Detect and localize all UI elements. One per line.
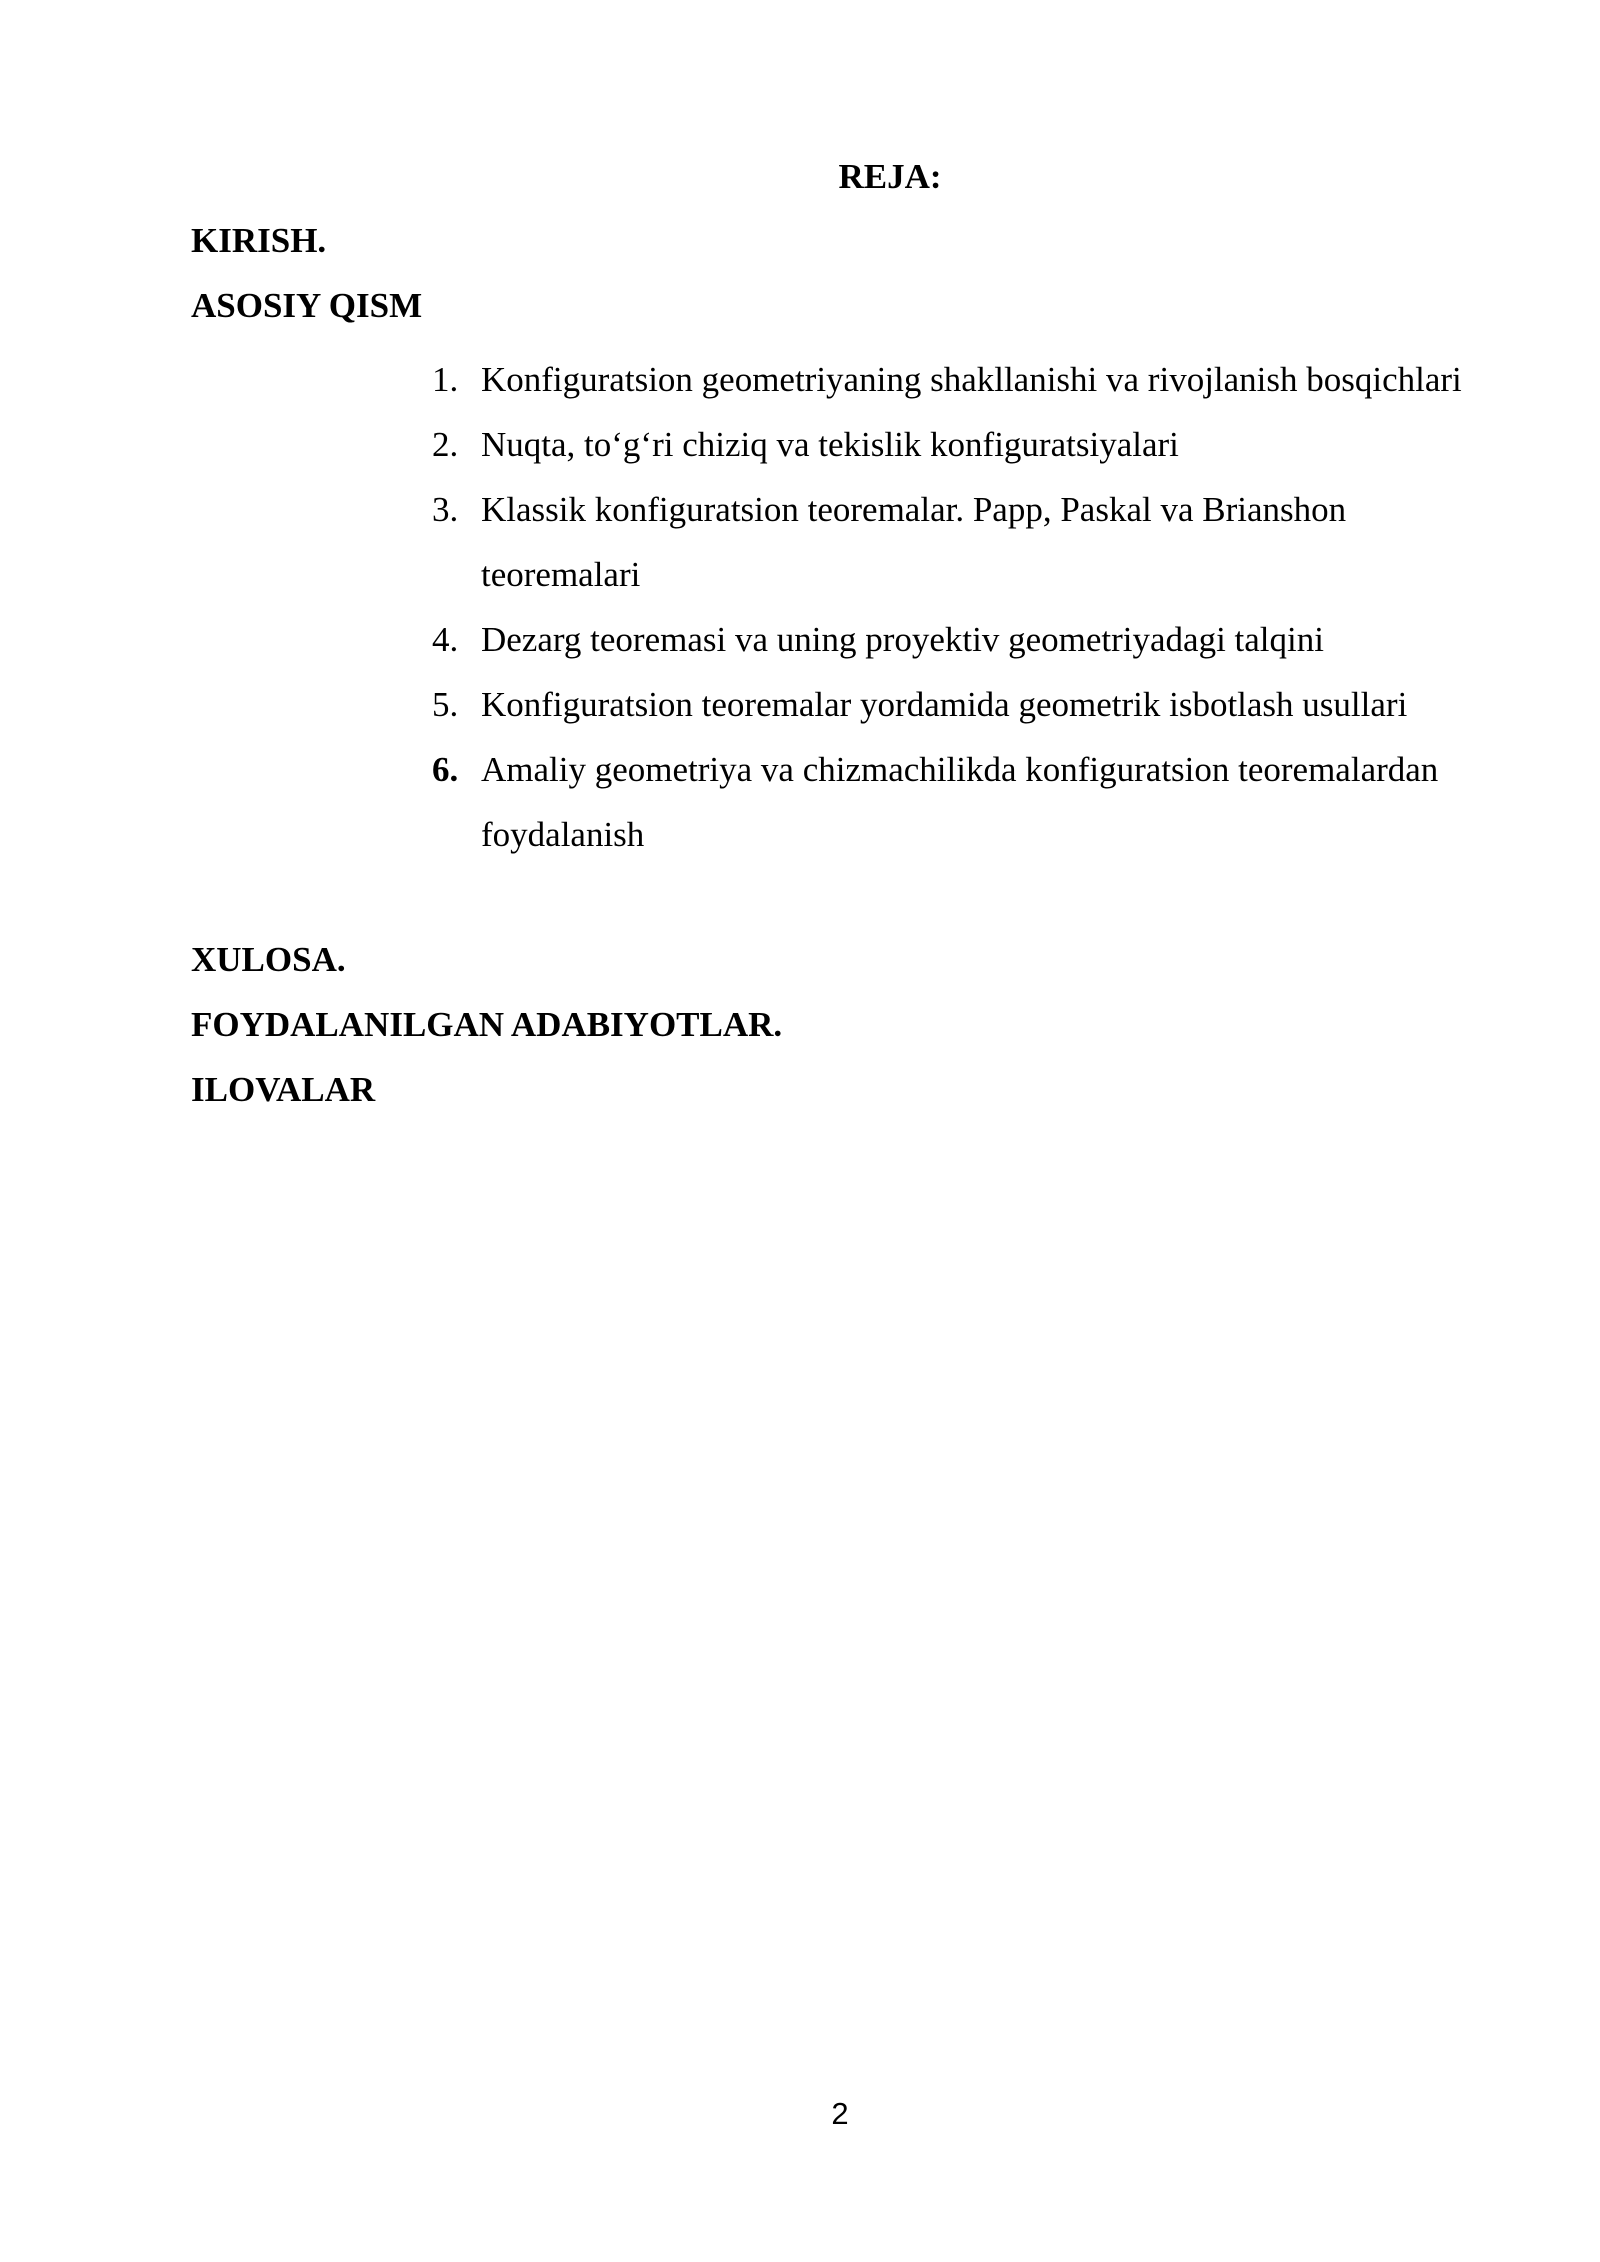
toc-item-text: Klassik konfiguratsion teoremalar. Papp, Paskal va Brianshon teoremalari: [481, 490, 1347, 594]
section-heading-introduction: KIRISH.: [191, 221, 327, 260]
toc-item: [0, 737, 1600, 867]
toc-item-text: Nuqta, to‘g‘ri chiziq va tekislik konfiguratsiyalari: [481, 425, 1179, 464]
toc-item-number: 1.: [432, 360, 459, 399]
section-heading-main-part: ASOSIY QISM: [191, 286, 423, 325]
toc-item: [0, 672, 1600, 737]
toc-item-number: 2.: [432, 425, 459, 464]
toc-item: [0, 412, 1600, 477]
section-heading-appendices: ILOVALAR: [191, 1070, 376, 1109]
toc-item: [0, 477, 1600, 607]
toc-item: [0, 607, 1600, 672]
toc-item-number: 4.: [432, 620, 459, 659]
page-number: 2: [831, 2096, 849, 2131]
section-heading-references: FOYDALANILGAN ADABIYOTLAR.: [191, 1005, 783, 1044]
section-heading-conclusion: XULOSA.: [191, 940, 346, 979]
toc-item-number: 6.: [432, 750, 459, 789]
table-of-contents: [0, 347, 1600, 867]
toc-item-text: Konfiguratsion teoremalar yordamida geometrik isbotlash usullari: [481, 685, 1408, 724]
toc-item-text: Konfiguratsion geometriyaning shakllanishi va rivojlanish bosqichlari: [481, 360, 1462, 399]
toc-item-number: 5.: [432, 685, 459, 724]
toc-item-number: 3.: [432, 490, 459, 529]
toc-item: [0, 347, 1600, 412]
toc-item-text: Amaliy geometriya va chizmachilikda konfiguratsion teoremalardan foydalanish: [481, 750, 1439, 854]
page-title: REJA:: [838, 157, 942, 196]
toc-item-text: Dezarg teoremasi va uning proyektiv geometriyadagi talqini: [481, 620, 1324, 659]
